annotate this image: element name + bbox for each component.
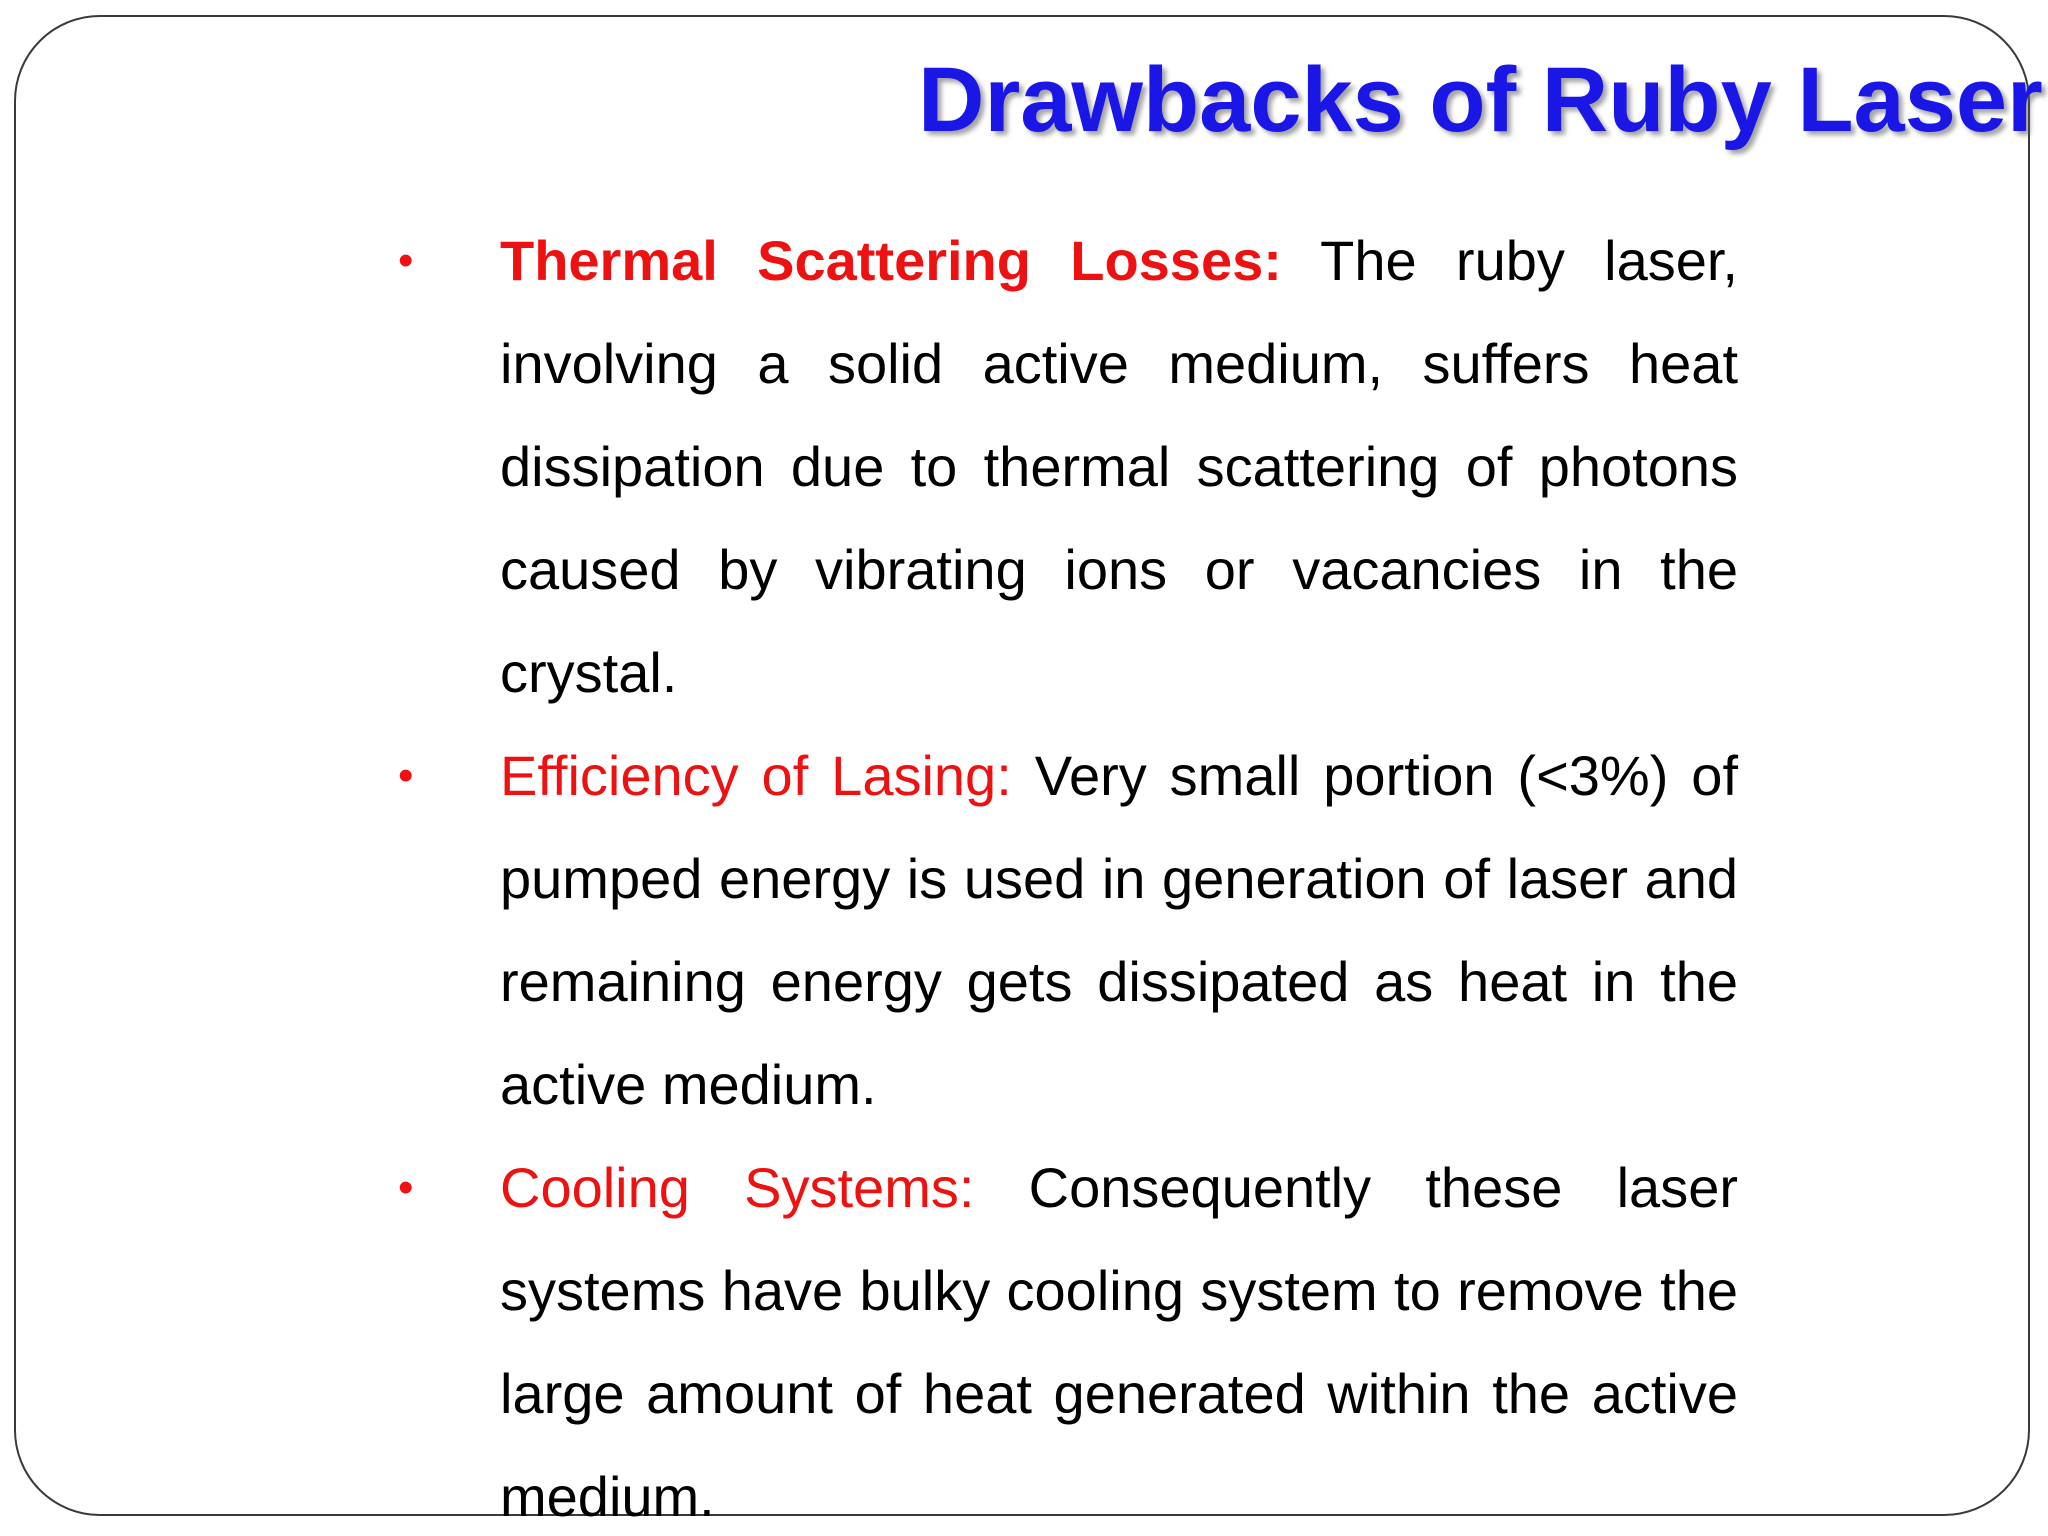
bullet-text: The ruby laser, involving a solid active medium, suffers heat dissipation due to thermal scattering of photons caused by vibrating ions or vacancies in the crystal. — [500, 229, 1738, 704]
bullet-dot-icon: • — [398, 1163, 414, 1212]
bullet-item-thermal-scattering — [398, 209, 1738, 724]
bullet-text: Very small portion (<3%) of pumped energy is used in generation of laser and remaining energy gets dissipated as heat in the active medium. — [500, 744, 1738, 1116]
bullet-text: Consequently these laser systems have bulky cooling system to remove the large amount of heat generated within the active medium. — [500, 1156, 1738, 1528]
bullet-dot-icon: • — [398, 751, 414, 800]
bullet-heading: Thermal Scattering Losses: — [500, 229, 1282, 292]
bullet-list — [398, 209, 1738, 1536]
bullet-dot-icon: • — [398, 236, 414, 285]
bullet-heading: Cooling Systems: — [500, 1156, 975, 1219]
slide-title: Drawbacks of Ruby Laser — [918, 49, 2043, 151]
bullet-item-efficiency — [398, 724, 1738, 1136]
bullet-item-cooling-systems — [398, 1136, 1738, 1536]
bullet-heading: Efficiency of Lasing: — [500, 744, 1012, 807]
